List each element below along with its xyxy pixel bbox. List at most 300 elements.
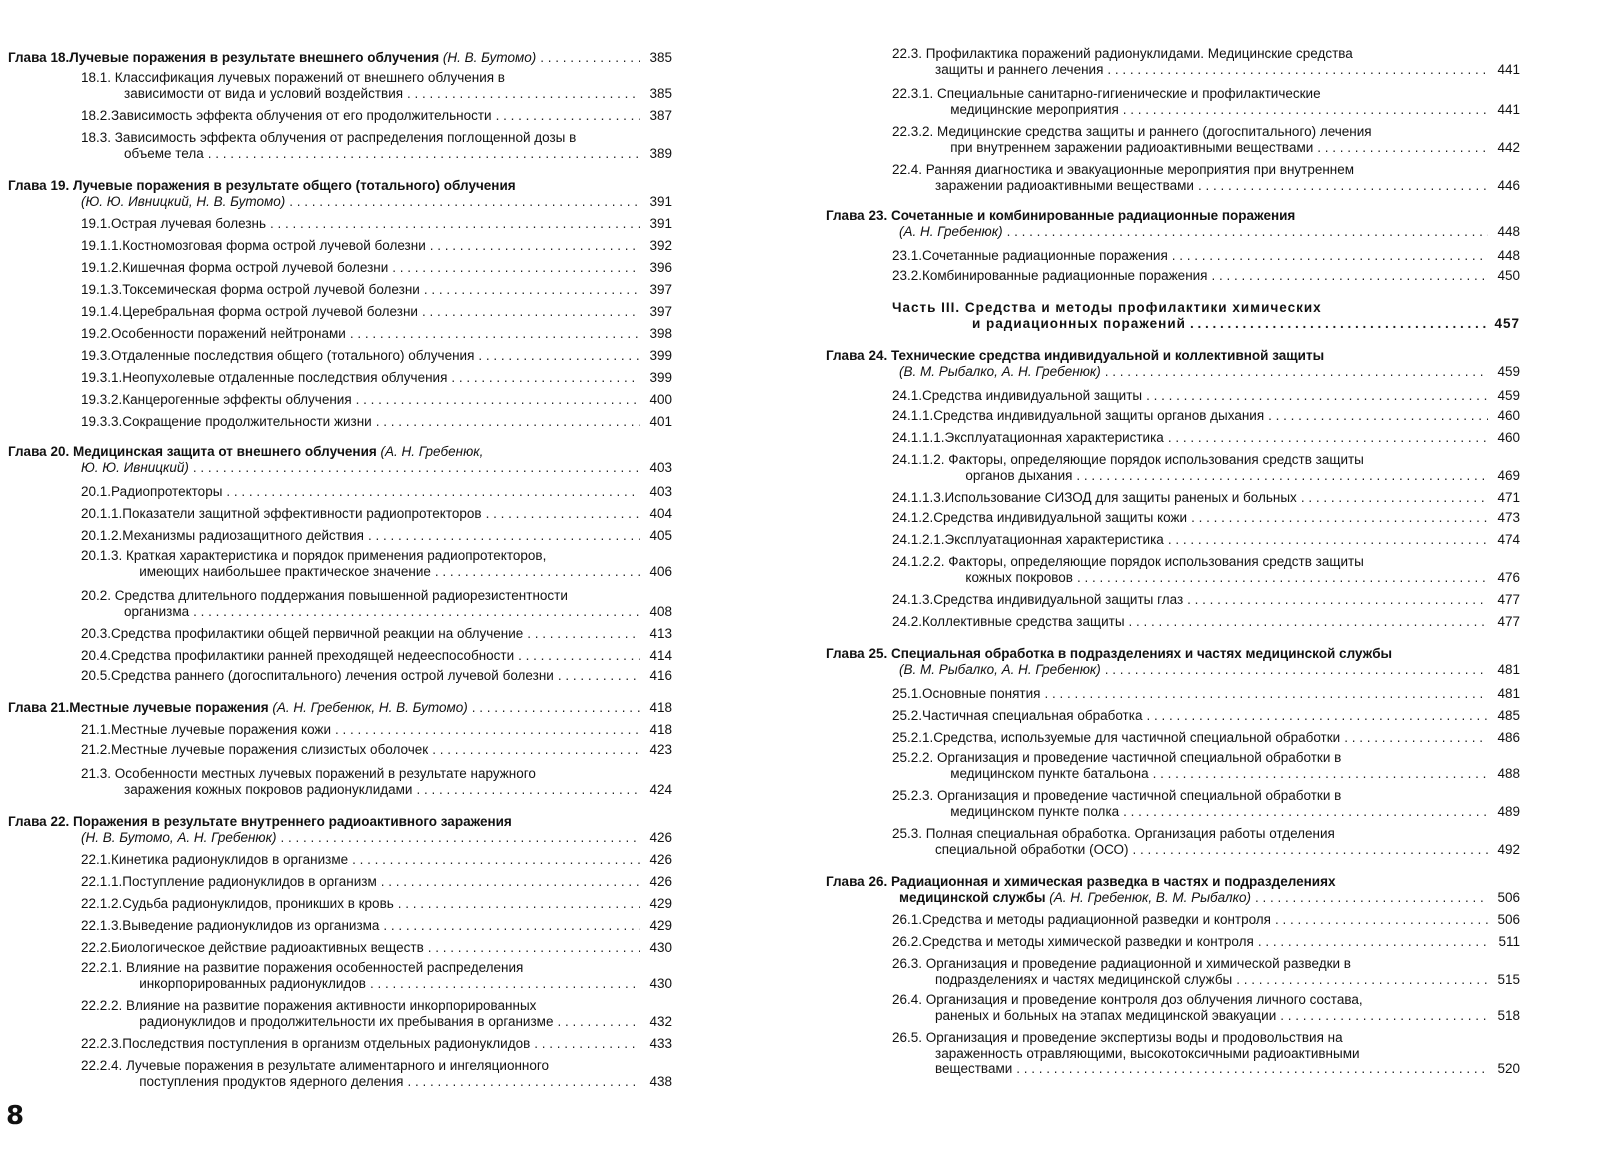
toc-line bbox=[826, 348, 1520, 364]
toc-entry-title: Местные лучевые поражения слизистых оболочек bbox=[111, 742, 429, 757]
dot-leader bbox=[1123, 102, 1488, 118]
toc-page-number: 430 bbox=[649, 940, 672, 955]
toc-entry-title: Специальные санитарно-гигиенические и профилактические bbox=[937, 86, 1321, 101]
toc-line bbox=[81, 626, 672, 642]
toc-page-number: 418 bbox=[649, 700, 672, 715]
toc-page-number: 418 bbox=[649, 722, 672, 737]
dot-leader bbox=[193, 460, 640, 476]
toc-entry-number: 23.1. bbox=[892, 248, 923, 263]
toc-entry-title: Кинетика радионуклидов в организме bbox=[111, 852, 349, 867]
toc-section bbox=[81, 260, 672, 276]
toc-line bbox=[892, 268, 1520, 284]
toc-line bbox=[892, 570, 1520, 586]
toc-page-number: 426 bbox=[649, 829, 672, 845]
toc-section bbox=[892, 46, 1520, 77]
dot-leader bbox=[1044, 686, 1488, 702]
toc-line bbox=[81, 216, 672, 232]
toc-entry-number: 20.5. bbox=[81, 668, 112, 683]
toc-entry-title: при внутреннем заражении радиоактивными веществами bbox=[950, 139, 1314, 155]
dot-leader bbox=[1280, 1008, 1488, 1024]
toc-page-number: 392 bbox=[649, 238, 672, 253]
toc-entry-number: 20.2. bbox=[81, 588, 115, 603]
toc-entry-number: 24.1.2.2. bbox=[892, 554, 949, 569]
toc-entry-number: 24.1.1. bbox=[892, 408, 934, 423]
toc-page-number: 457 bbox=[1494, 315, 1520, 331]
toc-line bbox=[892, 826, 1520, 842]
toc-line bbox=[826, 874, 1520, 890]
toc-section bbox=[81, 304, 672, 320]
toc-section bbox=[892, 510, 1520, 526]
dot-leader bbox=[478, 348, 640, 364]
toc-entry-title: Отдаленные последствия общего (тотального) облучения bbox=[111, 348, 475, 363]
toc-line bbox=[81, 1074, 672, 1090]
toc-section bbox=[81, 282, 672, 298]
toc-line bbox=[892, 614, 1520, 630]
toc-section bbox=[892, 388, 1520, 404]
dot-leader bbox=[1344, 730, 1488, 746]
toc-entry-title: заражении радиоактивными веществами bbox=[935, 177, 1194, 193]
toc-page-number: 398 bbox=[649, 326, 672, 341]
toc-section bbox=[892, 934, 1520, 950]
dot-leader bbox=[270, 216, 640, 232]
toc-line bbox=[892, 452, 1520, 468]
dot-leader bbox=[352, 852, 640, 868]
toc-entry-authors: (Ю. Ю. Ивницкий, Н. В. Бутомо) bbox=[81, 193, 286, 209]
toc-entry-title: Основные понятия bbox=[922, 686, 1041, 701]
toc-page-number: 416 bbox=[649, 668, 672, 683]
toc-line bbox=[826, 224, 1520, 240]
toc-entry-title: Средства и методы химической разведки и контроля bbox=[922, 934, 1254, 949]
toc-entry-number: 20.1.1. bbox=[81, 506, 123, 521]
toc-page-number: 474 bbox=[1497, 532, 1520, 547]
toc-page-number: 403 bbox=[649, 459, 672, 475]
dot-leader bbox=[1105, 662, 1488, 678]
toc-entry-number: 18.2. bbox=[81, 108, 112, 123]
dot-leader bbox=[557, 1014, 640, 1030]
dot-leader bbox=[335, 722, 640, 738]
toc-entry-title: Сочетанные радиационные поражения bbox=[922, 248, 1168, 263]
toc-entry-number: 22.2.1. bbox=[81, 960, 127, 975]
toc-page-number: 506 bbox=[1497, 889, 1520, 905]
toc-entry-title: Факторы, определяющие порядок использования средств защиты bbox=[948, 554, 1364, 569]
toc-entry-number: 19.1.4. bbox=[81, 304, 123, 319]
dot-leader bbox=[1301, 490, 1488, 506]
toc-entry-title: Поражения в результате внутреннего радиоактивного заражения bbox=[72, 814, 512, 829]
dot-leader bbox=[1146, 708, 1488, 724]
toc-entry-title: специальной обработки (ОСО) bbox=[935, 841, 1129, 857]
toc-entry-title: Технические средства индивидуальной и коллективной защиты bbox=[890, 348, 1325, 363]
dot-leader bbox=[1275, 912, 1488, 928]
toc-entry-title: Классификация лучевых поражений от внешнего облучения в bbox=[114, 70, 505, 85]
toc-section bbox=[81, 940, 672, 956]
toc-entry-title: Выведение радионуклидов из организма bbox=[122, 918, 380, 933]
toc-section bbox=[892, 1030, 1520, 1077]
toc-section bbox=[81, 1058, 672, 1089]
toc-entry-number: 19.1.1. bbox=[81, 238, 123, 253]
toc-entry-title: Средства профилактики общей первичной реакции на облучение bbox=[111, 626, 524, 641]
toc-entry-title: Биологическое действие радиоактивных веществ bbox=[111, 940, 424, 955]
toc-line bbox=[81, 108, 672, 124]
toc-section bbox=[81, 648, 672, 664]
toc-section bbox=[892, 490, 1520, 506]
toc-page-number: 424 bbox=[649, 781, 672, 797]
toc-entry-title: Организация и проведение частичной специальной обработки в bbox=[937, 788, 1342, 803]
toc-chapter bbox=[8, 50, 672, 66]
toc-entry-number: 25.2.3. bbox=[892, 788, 938, 803]
toc-page-number: 441 bbox=[1497, 61, 1520, 77]
toc-page-number: 481 bbox=[1497, 686, 1520, 701]
toc-entry-title: Влияние на развитие поражения активности инкорпорированных bbox=[126, 998, 537, 1013]
toc-line bbox=[81, 304, 672, 320]
toc-page-number: 448 bbox=[1497, 248, 1520, 263]
toc-section bbox=[81, 238, 672, 254]
dot-leader bbox=[1172, 248, 1488, 264]
toc-entry-title: Организация и проведение частичной специальной обработки в bbox=[937, 750, 1342, 765]
dot-leader bbox=[435, 564, 640, 580]
toc-entry-number: 22.2.2. bbox=[81, 998, 127, 1013]
dot-leader bbox=[392, 260, 640, 276]
toc-line bbox=[892, 102, 1520, 118]
toc-entry-number: 22.3. bbox=[892, 46, 926, 61]
toc-line bbox=[826, 662, 1520, 678]
toc-section bbox=[892, 730, 1520, 746]
toc-section bbox=[892, 162, 1520, 193]
toc-line bbox=[8, 830, 672, 846]
toc-line bbox=[892, 750, 1520, 766]
toc-line bbox=[892, 300, 1520, 316]
toc-entry-number: Глава 20. bbox=[8, 444, 73, 459]
dot-leader bbox=[1168, 532, 1488, 548]
toc-entry-title: Радиационная и химическая разведка в частях и подразделениях bbox=[890, 874, 1336, 889]
toc-line bbox=[81, 648, 672, 664]
toc-line bbox=[892, 992, 1520, 1008]
toc-line bbox=[81, 86, 672, 102]
toc-page-number: 471 bbox=[1497, 490, 1520, 505]
toc-page-number: 477 bbox=[1497, 592, 1520, 607]
toc-section bbox=[81, 392, 672, 408]
toc-page-number: 429 bbox=[649, 918, 672, 933]
toc-page-number: 429 bbox=[649, 896, 672, 911]
toc-page-number: 404 bbox=[649, 506, 672, 521]
toc-left-page bbox=[8, 0, 672, 1164]
toc-section bbox=[81, 348, 672, 364]
toc-section bbox=[892, 686, 1520, 702]
toc-entry-number: 24.1.1.1. bbox=[892, 430, 945, 445]
toc-entry-number: Глава 21. bbox=[8, 700, 70, 715]
toc-section bbox=[892, 750, 1520, 781]
toc-page-number: 401 bbox=[649, 414, 672, 429]
toc-line bbox=[81, 528, 672, 544]
toc-entry-title: объеме тела bbox=[124, 145, 204, 161]
dot-leader bbox=[407, 1074, 640, 1090]
toc-line bbox=[892, 178, 1520, 194]
toc-section bbox=[81, 506, 672, 522]
toc-line bbox=[81, 260, 672, 276]
dot-leader bbox=[370, 976, 640, 992]
dot-leader bbox=[1153, 766, 1488, 782]
toc-page-number: 450 bbox=[1497, 268, 1520, 283]
toc-section bbox=[81, 528, 672, 544]
toc-line bbox=[892, 62, 1520, 78]
toc-entry-title: Организация и проведение экспертизы воды и продовольствия на bbox=[925, 1030, 1343, 1045]
dot-leader bbox=[1077, 570, 1488, 586]
toc-line bbox=[81, 940, 672, 956]
toc-line bbox=[81, 370, 672, 386]
toc-entry-title: Частичная специальная обработка bbox=[922, 708, 1143, 723]
toc-page-number: 459 bbox=[1497, 363, 1520, 379]
toc-section bbox=[81, 216, 672, 232]
toc-entry-title: Неопухолевые отдаленные последствия облучения bbox=[122, 370, 448, 385]
toc-entry-title: Эксплуатационная характеристика bbox=[944, 532, 1164, 547]
toc-entry-title: медицинском пункте полка bbox=[950, 803, 1120, 819]
toc-line bbox=[81, 70, 672, 86]
page-number: 8 bbox=[6, 1101, 25, 1131]
toc-entry-title: Местные лучевые поражения bbox=[69, 700, 273, 715]
toc-entry-title: Коллективные средства защиты bbox=[922, 614, 1125, 629]
toc-chapter bbox=[8, 814, 672, 845]
toc-section bbox=[81, 852, 672, 868]
toc-entry-number: 25.2.2. bbox=[892, 750, 938, 765]
toc-entry-authors: (Н. В. Бутомо, А. Н. Гребенюк) bbox=[81, 829, 277, 845]
dot-leader bbox=[416, 782, 640, 798]
dot-leader bbox=[376, 414, 640, 430]
toc-line bbox=[81, 604, 672, 620]
toc-page-number: 391 bbox=[649, 193, 672, 209]
toc-entry-title: защиты и раннего лечения bbox=[935, 61, 1104, 77]
toc-entry-title: Организация и проведение контроля доз облучения личного состава, bbox=[925, 992, 1363, 1007]
toc-entry-number: 18.1. bbox=[81, 70, 115, 85]
toc-entry-title: Комбинированные радиационные поражения bbox=[922, 268, 1208, 283]
toc-section bbox=[81, 896, 672, 912]
dot-leader bbox=[1212, 268, 1489, 284]
toc-page-number: 460 bbox=[1497, 430, 1520, 445]
toc-page-number: 399 bbox=[649, 370, 672, 385]
toc-entry-title: Токсемическая форма острой лучевой болезни bbox=[122, 282, 420, 297]
toc-entry-number: 20.4. bbox=[81, 648, 112, 663]
toc-entry-title: организма bbox=[124, 603, 190, 619]
dot-leader bbox=[534, 1036, 640, 1052]
toc-section bbox=[892, 956, 1520, 987]
toc-entry-title: Ранняя диагностика и эвакуационные мероприятия при внутреннем bbox=[925, 162, 1355, 177]
toc-line bbox=[892, 430, 1520, 446]
toc-entry-number: Глава 18. bbox=[8, 50, 70, 65]
dot-leader bbox=[383, 918, 640, 934]
toc-entry-number: 22.1.2. bbox=[81, 896, 123, 911]
dot-leader bbox=[424, 282, 640, 298]
toc-entry-number: 19.3.2. bbox=[81, 392, 123, 407]
dot-leader bbox=[350, 326, 640, 342]
toc-page-number: 430 bbox=[649, 975, 672, 991]
toc-section bbox=[81, 484, 672, 500]
toc-line bbox=[892, 162, 1520, 178]
toc-section bbox=[892, 826, 1520, 857]
dot-leader bbox=[1268, 408, 1488, 424]
toc-page-number: 397 bbox=[649, 304, 672, 319]
dot-leader bbox=[368, 528, 640, 544]
toc-line bbox=[81, 1036, 672, 1052]
toc-page-number: 511 bbox=[1498, 934, 1520, 949]
toc-entry-title: радионуклидов и продолжительности их пребывания в организме bbox=[139, 1013, 554, 1029]
toc-line bbox=[81, 564, 672, 580]
toc-page-number: 459 bbox=[1497, 388, 1520, 403]
toc-line bbox=[81, 414, 672, 430]
dot-leader bbox=[1317, 140, 1488, 156]
toc-line bbox=[81, 782, 672, 798]
toc-section bbox=[892, 992, 1520, 1023]
toc-page-number: 413 bbox=[649, 626, 672, 641]
toc-entry-title: медицинском пункте батальона bbox=[950, 765, 1149, 781]
toc-line bbox=[8, 178, 672, 194]
toc-line bbox=[892, 1030, 1520, 1046]
toc-line bbox=[81, 960, 672, 976]
toc-entry-title: Специальная обработка в подразделениях и частях медицинской службы bbox=[890, 646, 1393, 661]
toc-line bbox=[826, 208, 1520, 224]
toc-entry-number: 25.1. bbox=[892, 686, 923, 701]
toc-page-number: 441 bbox=[1497, 101, 1520, 117]
toc-entry-number: 21.1. bbox=[81, 722, 112, 737]
toc-right-page bbox=[826, 0, 1520, 1164]
toc-entry-number: 26.4. bbox=[892, 992, 926, 1007]
toc-line bbox=[81, 874, 672, 890]
toc-page-number: 469 bbox=[1497, 467, 1520, 483]
toc-entry-number: 25.3. bbox=[892, 826, 926, 841]
toc-entry-authors: (А. Н. Гребенюк, bbox=[380, 444, 484, 459]
toc-page-number: 426 bbox=[649, 852, 672, 867]
toc-entry-number: 24.1.1.2. bbox=[892, 452, 949, 467]
toc-entry-number: Глава 19. bbox=[8, 178, 73, 193]
toc-page-number: 442 bbox=[1497, 139, 1520, 155]
toc-entry-title: Лучевые поражения в результате общего (тотального) облучения bbox=[72, 178, 516, 193]
toc-entry-number: 22.2.4. bbox=[81, 1058, 127, 1073]
toc-page-number: 400 bbox=[649, 392, 672, 407]
toc-line bbox=[826, 646, 1520, 662]
dot-leader bbox=[1190, 316, 1488, 332]
toc-entry-title: Особенности поражений нейтронами bbox=[111, 326, 346, 341]
dot-leader bbox=[1168, 430, 1488, 446]
toc-chapter bbox=[8, 444, 672, 475]
toc-line bbox=[892, 316, 1520, 332]
toc-page-number: 492 bbox=[1497, 841, 1520, 857]
toc-line bbox=[81, 722, 672, 738]
toc-entry-title: Краткая характеристика и порядок применения радиопротекторов, bbox=[126, 548, 547, 563]
toc-page-number: 481 bbox=[1497, 661, 1520, 677]
toc-entry-title: зависимости от вида и условий воздействия bbox=[124, 85, 404, 101]
toc-line bbox=[892, 686, 1520, 702]
dot-leader bbox=[428, 940, 640, 956]
toc-entry-title: имеющих наибольшее практическое значение bbox=[139, 563, 431, 579]
toc-page-number: 387 bbox=[649, 108, 672, 123]
toc-line bbox=[81, 146, 672, 162]
toc-entry-title: Механизмы радиозащитного действия bbox=[122, 528, 364, 543]
toc-entry-number: 19.1.2. bbox=[81, 260, 123, 275]
toc-entry-number: 21.2. bbox=[81, 742, 112, 757]
toc-chapter bbox=[8, 700, 672, 716]
toc-entry-authors: (Н. В. Бутомо) bbox=[442, 50, 537, 65]
toc-section bbox=[81, 370, 672, 386]
toc-entry-number: Глава 22. bbox=[8, 814, 73, 829]
toc-line bbox=[892, 490, 1520, 506]
toc-entry-title: Сокращение продолжительности жизни bbox=[122, 414, 372, 429]
toc-line bbox=[892, 408, 1520, 424]
toc-entry-number: 19.1.3. bbox=[81, 282, 123, 297]
toc-entry-number: 22.2.3. bbox=[81, 1036, 123, 1051]
dot-leader bbox=[1187, 592, 1488, 608]
toc-entry-title: Поступление радионуклидов в организм bbox=[122, 874, 377, 889]
toc-line bbox=[81, 506, 672, 522]
toc-entry-number: 22.3.2. bbox=[892, 124, 938, 139]
toc-section bbox=[892, 430, 1520, 446]
toc-line bbox=[892, 468, 1520, 484]
dot-leader bbox=[1107, 62, 1488, 78]
toc-section bbox=[81, 108, 672, 124]
toc-entry-number: Глава 23. bbox=[826, 208, 891, 223]
dot-leader bbox=[1198, 178, 1488, 194]
toc-line bbox=[892, 510, 1520, 526]
toc-page-number: 414 bbox=[649, 648, 672, 663]
toc-section bbox=[892, 554, 1520, 585]
toc-section bbox=[892, 248, 1520, 264]
toc-line bbox=[8, 194, 672, 210]
toc-page-number: 486 bbox=[1497, 730, 1520, 745]
toc-line bbox=[81, 918, 672, 934]
dot-leader bbox=[226, 484, 640, 500]
toc-page-number: 473 bbox=[1497, 510, 1520, 525]
toc-line bbox=[81, 326, 672, 342]
toc-page-number: 403 bbox=[649, 484, 672, 499]
toc-entry-title: заражения кожных покровов радионуклидами bbox=[124, 781, 413, 797]
toc-line bbox=[81, 588, 672, 604]
dot-leader bbox=[1007, 224, 1488, 240]
toc-line bbox=[892, 140, 1520, 156]
dot-leader bbox=[289, 194, 640, 210]
toc-line bbox=[826, 890, 1520, 906]
toc-section bbox=[892, 788, 1520, 819]
toc-section bbox=[81, 722, 672, 738]
toc-line bbox=[892, 804, 1520, 820]
toc-line bbox=[892, 1046, 1520, 1062]
toc-page-number: 405 bbox=[649, 528, 672, 543]
toc-line bbox=[8, 814, 672, 830]
toc-line bbox=[8, 444, 672, 460]
toc-line bbox=[892, 730, 1520, 746]
toc-entry-title: Полная специальная обработка. Организация работы отделения bbox=[925, 826, 1335, 841]
toc-entry-title: Острая лучевая болезнь bbox=[111, 216, 267, 231]
toc-page-number: 476 bbox=[1497, 569, 1520, 585]
dot-leader bbox=[356, 392, 640, 408]
toc-entry-number: 22.4. bbox=[892, 162, 926, 177]
toc-entry-title: Особенности местных лучевых поражений в результате наружного bbox=[114, 766, 536, 781]
toc-page-number: 489 bbox=[1497, 803, 1520, 819]
toc-section bbox=[892, 452, 1520, 483]
toc-page-number: 397 bbox=[649, 282, 672, 297]
toc-section bbox=[892, 124, 1520, 155]
toc-entry-number: 24.1. bbox=[892, 388, 923, 403]
toc-line bbox=[892, 124, 1520, 140]
toc-entry-number: 22.1.3. bbox=[81, 918, 123, 933]
toc-entry-title: подразделениях и частях медицинской службы bbox=[935, 971, 1233, 987]
dot-leader bbox=[280, 830, 640, 846]
toc-section bbox=[81, 70, 672, 101]
toc-entry-number: Часть III. bbox=[892, 300, 965, 315]
dot-leader bbox=[527, 626, 640, 642]
dot-leader bbox=[1016, 1061, 1488, 1077]
toc-chapter bbox=[8, 178, 672, 209]
dot-leader bbox=[1129, 614, 1488, 630]
toc-entry-number: 19.2. bbox=[81, 326, 112, 341]
toc-page-number: 432 bbox=[649, 1013, 672, 1029]
toc-page-number: 448 bbox=[1497, 223, 1520, 239]
toc-entry-number: 26.2. bbox=[892, 934, 923, 949]
